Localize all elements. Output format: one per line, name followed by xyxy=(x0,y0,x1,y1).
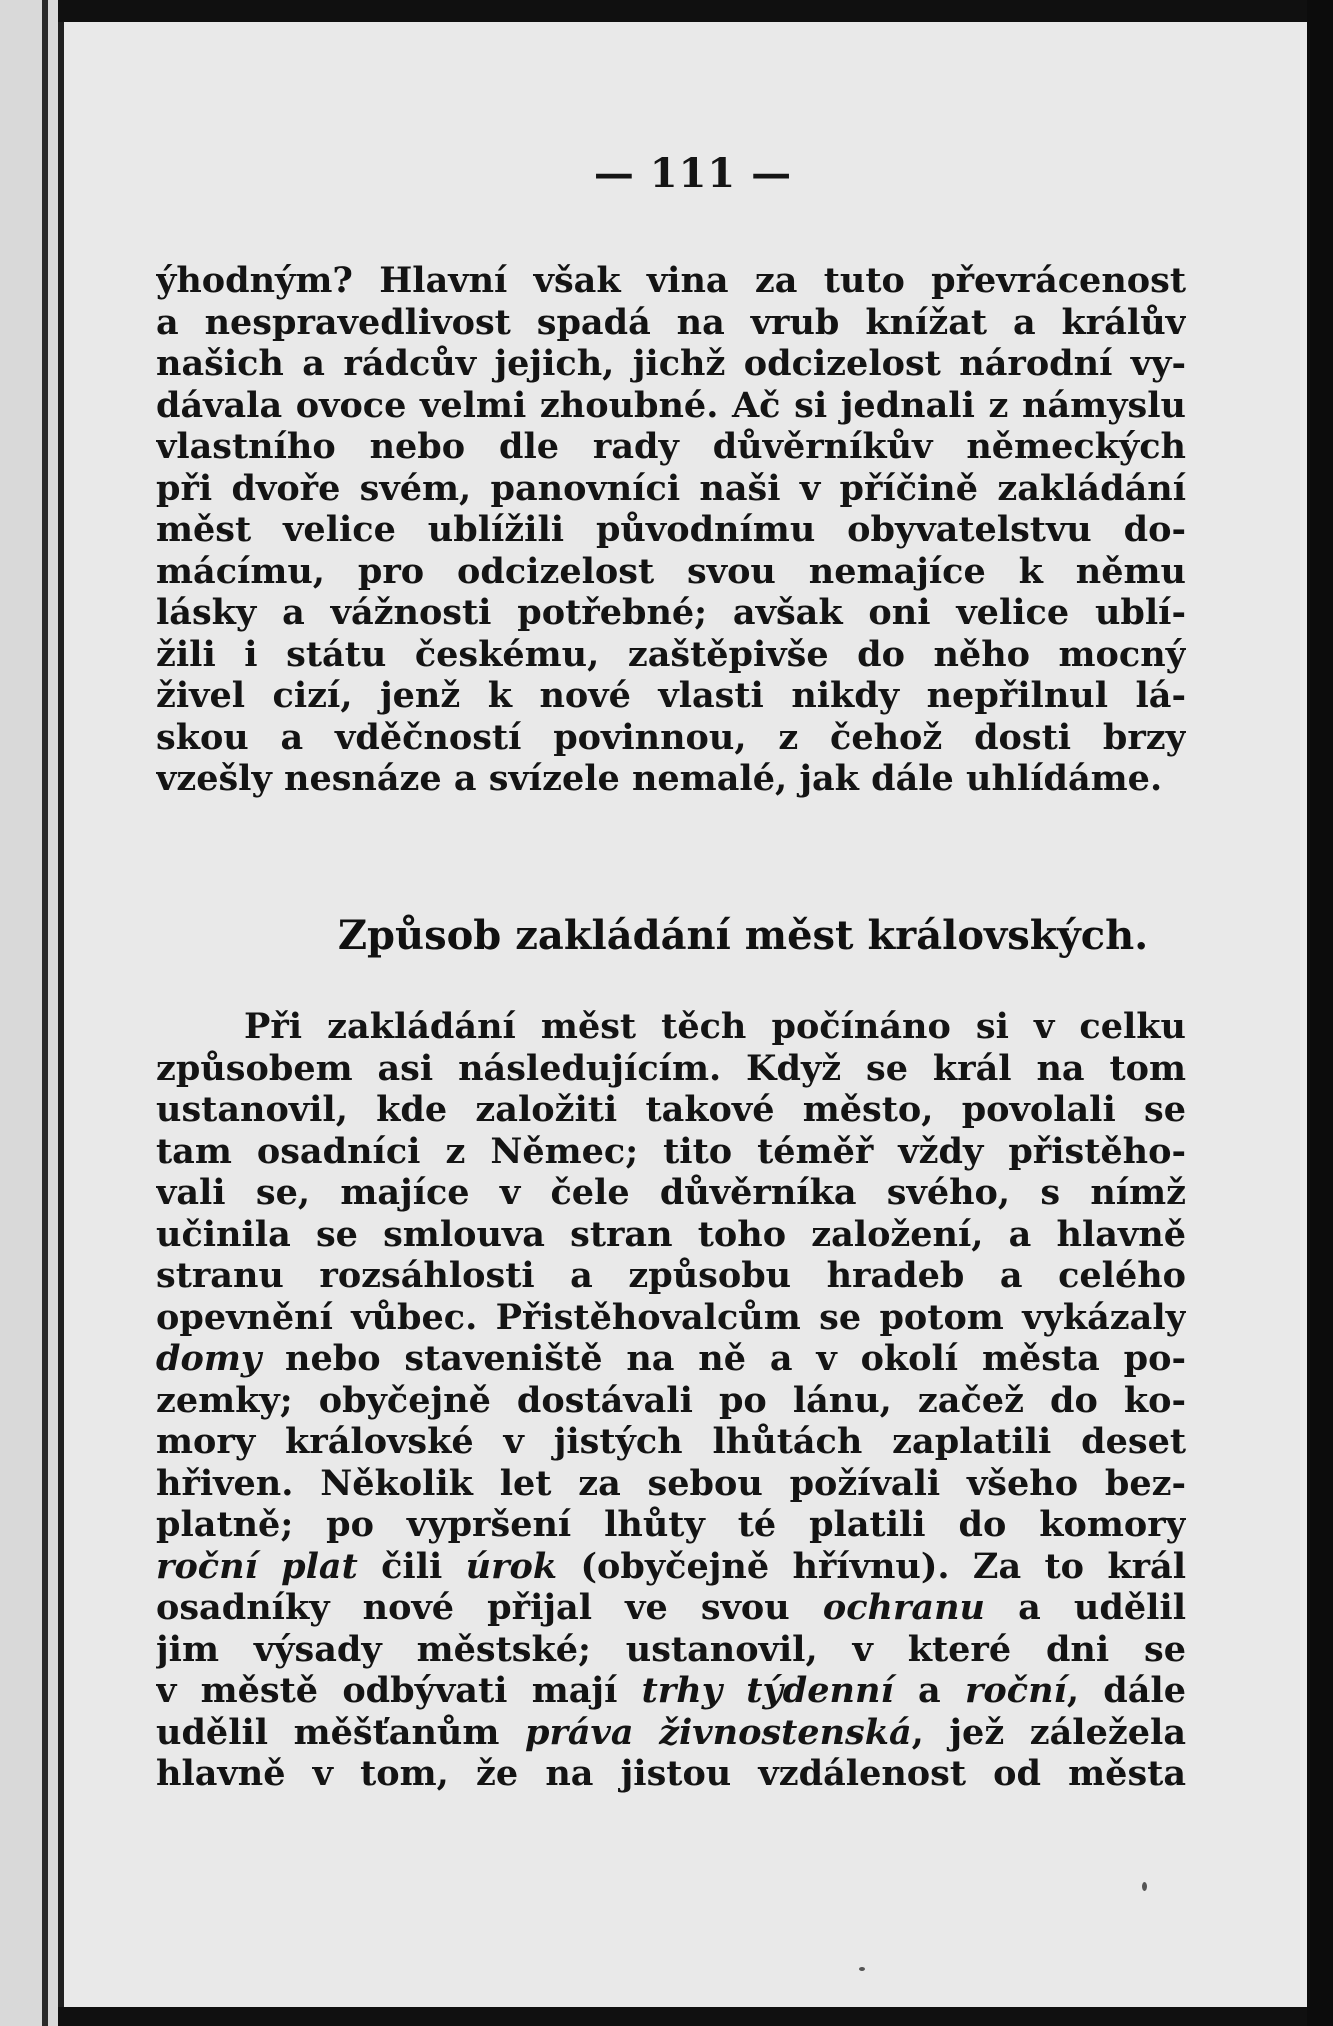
text-line: tam osadníci z Němec; tito téměř vždy přistěho- xyxy=(156,1130,1186,1172)
text-line: při dvoře svém, panovníci naši v příčině zakládání xyxy=(156,467,1186,509)
text-line: vali se, majíce v čele důvěrníka svého, s nímž xyxy=(156,1172,1186,1213)
text-line xyxy=(156,1338,1186,1380)
text-line: jim výsady městské; ustanovil, v které dni se xyxy=(156,1628,1186,1670)
text-fragment: udělil měšťanům xyxy=(156,1711,525,1753)
text-line: mory královské v jistých lhůtách zaplatili deset xyxy=(156,1421,1186,1462)
text-line: skou a vděčností povinnou, z čehož dosti brzy xyxy=(156,716,1186,758)
italic-term: domy xyxy=(156,1338,262,1379)
text-fragment: osadníky nové přijal ve svou xyxy=(156,1587,823,1628)
text-line: Při zakládání měst těch počínáno si v celku xyxy=(244,1006,1186,1047)
text-line xyxy=(156,1587,1186,1629)
text-fragment: , dále xyxy=(1066,1670,1186,1711)
text-line xyxy=(156,1712,1186,1754)
text-line: dávala ovoce velmi zhoubné. Ač si jednali z námyslu xyxy=(156,384,1186,426)
text-fragment: a udělil xyxy=(984,1587,1186,1628)
text-line: lásky a vážnosti potřebné; avšak oni velice ublí- xyxy=(156,592,1186,633)
text-line: způsobem asi následujícím. Když se král na tom xyxy=(156,1047,1186,1089)
text-fragment: v městě odbývati mají xyxy=(156,1670,642,1711)
text-fragment: nebo staveniště na ně a v okolí města po- xyxy=(261,1338,1186,1379)
text-line: našich a rádcův jejich, jichž odcizelost národní vy- xyxy=(156,343,1186,384)
italic-term: trhy týdenní xyxy=(641,1670,894,1711)
text-line: a nespravedlivost spadá na vrub knížat a králův xyxy=(156,301,1186,343)
text-line: žili i státu českému, zaštěpivše do něho mocný xyxy=(156,633,1186,675)
text-fragment: a xyxy=(893,1670,965,1711)
text-line: ýhodným? Hlavní však vina za tuto převrácenost xyxy=(156,260,1186,301)
text-line: hřiven. Několik let za sebou požívali všeho bez- xyxy=(156,1462,1186,1504)
scan-right-edge xyxy=(1307,0,1333,2026)
text-line: hlavně v tom, že na jistou vzdálenost od města xyxy=(156,1753,1186,1794)
text-line: mácímu, pro odcizelost svou nemajíce k němu xyxy=(156,550,1186,592)
text-line xyxy=(156,1670,1186,1712)
text-line: zemky; obyčejně dostávali po lánu, začež do ko- xyxy=(156,1379,1186,1421)
text-fragment: čili xyxy=(357,1545,466,1587)
paragraph-1 xyxy=(156,260,1186,800)
paragraph-2 xyxy=(156,1006,1186,1795)
page-number: — 111 — xyxy=(593,150,793,197)
text-line: opevnění vůbec. Přistěhovalcům se potom vykázaly xyxy=(156,1296,1186,1338)
text-line: vlastního nebo dle rady důvěrníkův německých xyxy=(156,426,1186,467)
ink-speck xyxy=(859,1967,865,1971)
text-fragment: , jež záležela xyxy=(911,1711,1186,1753)
text-line: platně; po vypršení lhůty té platili do komory xyxy=(156,1504,1186,1545)
italic-term: roční plat xyxy=(156,1545,358,1587)
italic-term: práva živnostenská xyxy=(524,1711,912,1753)
text-line: měst velice ublížili původnímu obyvatelstvu do- xyxy=(156,509,1186,550)
text-line: živel cizí, jenž k nové vlasti nikdy nepřilnul lá- xyxy=(156,675,1186,716)
text-line: vzešly nesnáze a svízele nemalé, jak dále uhlídáme. xyxy=(156,758,1163,799)
text-line: ustanovil, kde založiti takové město, povolali se xyxy=(156,1089,1186,1130)
previous-page-edge xyxy=(0,0,58,2026)
text-line: stranu rozsáhlosti a způsobu hradeb a celého xyxy=(156,1255,1186,1296)
text-line xyxy=(156,1546,1186,1588)
section-heading: Způsob zakládání měst královských. xyxy=(337,912,1149,959)
book-page xyxy=(58,22,1322,2007)
text-fragment: (obyčejně hřívnu). Za to král xyxy=(557,1545,1186,1587)
ink-speck xyxy=(1142,1882,1147,1891)
binding-shadow xyxy=(42,0,48,2026)
text-line: učinila se smlouva stran toho založení, a hlavně xyxy=(156,1213,1186,1255)
italic-term: ochranu xyxy=(822,1587,985,1628)
italic-term: roční xyxy=(964,1670,1067,1711)
italic-term: úrok xyxy=(465,1545,558,1587)
